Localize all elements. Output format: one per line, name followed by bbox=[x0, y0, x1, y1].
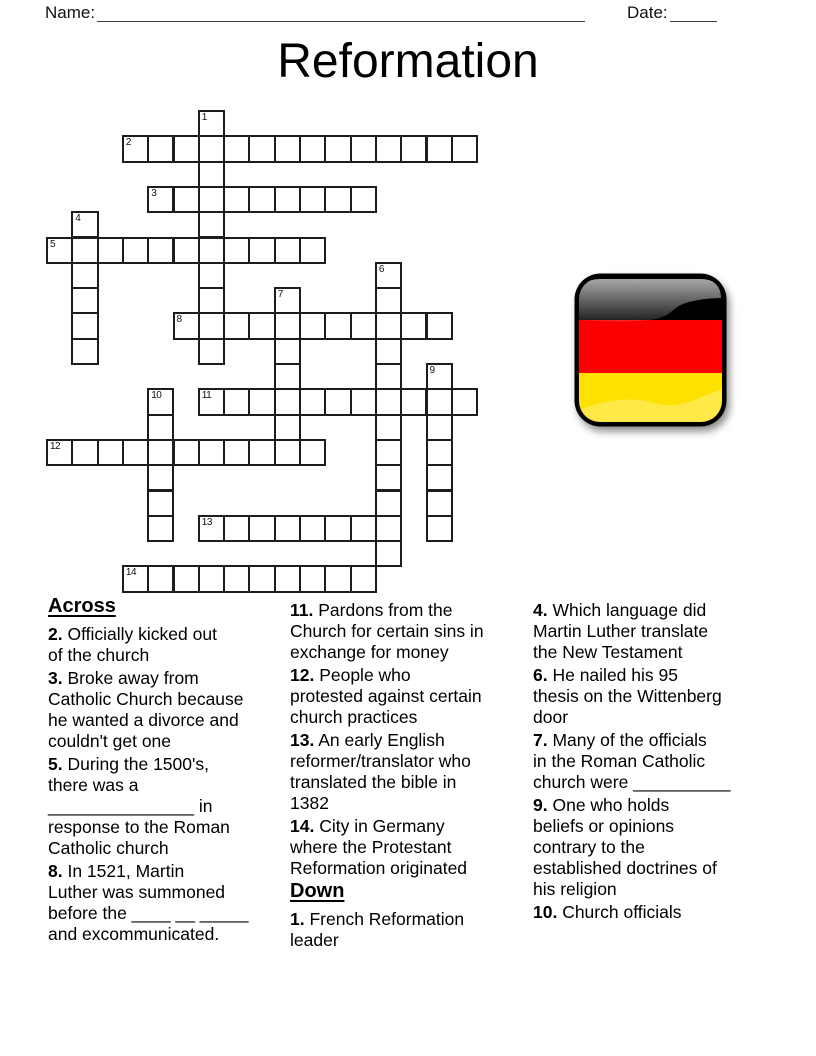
grid-cell[interactable] bbox=[274, 565, 301, 592]
grid-cell[interactable] bbox=[122, 135, 149, 162]
grid-cell[interactable] bbox=[274, 287, 301, 314]
grid-cell[interactable] bbox=[426, 312, 453, 339]
grid-cell[interactable] bbox=[375, 363, 402, 390]
clue-9: 9. One who holds beliefs or opinions contrary to the established doctrines of his religion bbox=[533, 795, 717, 899]
clue-number-label: 4. bbox=[533, 600, 548, 620]
clue-3: 3. Broke away from Catholic Church because he wanted a divorce and couldn't get one bbox=[48, 668, 244, 751]
grid-cell[interactable] bbox=[223, 312, 250, 339]
grid-cell[interactable] bbox=[198, 186, 225, 213]
grid-cell[interactable] bbox=[426, 388, 453, 415]
grid-cell-number-13: 13 bbox=[201, 516, 212, 528]
clue-11: 11. Pardons from the Church for certain sins in exchange for money bbox=[290, 600, 484, 662]
grid-cell[interactable] bbox=[198, 338, 225, 365]
grid-cell[interactable] bbox=[451, 388, 478, 415]
clue-number-label: 1. bbox=[290, 909, 305, 929]
clue-7: 7. Many of the officials in the Roman Catholic church were __________ bbox=[533, 730, 731, 792]
grid-cell[interactable] bbox=[426, 439, 453, 466]
grid-cell-number-4: 4 bbox=[75, 213, 81, 225]
grid-cell-number-3: 3 bbox=[151, 187, 157, 199]
clue-1: 1. French Reformation leader bbox=[290, 909, 465, 950]
grid-cell[interactable] bbox=[198, 439, 225, 466]
clues-column-middle bbox=[290, 600, 533, 953]
grid-cell[interactable] bbox=[324, 135, 351, 162]
grid-cell[interactable] bbox=[274, 363, 301, 390]
date-fill-line[interactable] bbox=[670, 5, 717, 22]
clue-number-label: 9. bbox=[533, 795, 548, 815]
grid-cell[interactable] bbox=[71, 338, 98, 365]
grid-cell[interactable] bbox=[223, 565, 250, 592]
grid-cell[interactable] bbox=[71, 287, 98, 314]
grid-cell[interactable] bbox=[223, 237, 250, 264]
grid-cell[interactable] bbox=[147, 515, 174, 542]
clues-heading-across: Across bbox=[48, 595, 116, 617]
clue-6: 6. He nailed his 95 thesis on the Wittenberg door bbox=[533, 665, 722, 727]
grid-cell[interactable] bbox=[274, 439, 301, 466]
grid-cell[interactable] bbox=[299, 135, 326, 162]
clue-number-label: 3. bbox=[48, 668, 63, 688]
grid-cell[interactable] bbox=[198, 135, 225, 162]
grid-cell[interactable] bbox=[198, 388, 225, 415]
date-label: Date: bbox=[627, 3, 668, 22]
grid-cell[interactable] bbox=[324, 312, 351, 339]
grid-cell[interactable] bbox=[375, 388, 402, 415]
grid-cell[interactable] bbox=[350, 565, 377, 592]
grid-cell[interactable] bbox=[274, 135, 301, 162]
clue-number-label: 8. bbox=[48, 861, 63, 881]
grid-cell[interactable] bbox=[122, 439, 149, 466]
grid-cell[interactable] bbox=[375, 439, 402, 466]
grid-cell[interactable] bbox=[426, 414, 453, 441]
grid-cell[interactable] bbox=[147, 439, 174, 466]
grid-cell[interactable] bbox=[248, 515, 275, 542]
grid-cell[interactable] bbox=[198, 515, 225, 542]
grid-cell[interactable] bbox=[223, 439, 250, 466]
grid-cell[interactable] bbox=[198, 262, 225, 289]
grid-cell[interactable] bbox=[223, 186, 250, 213]
clue-number-label: 12. bbox=[290, 665, 315, 685]
grid-cell[interactable] bbox=[375, 515, 402, 542]
clues-column-right bbox=[533, 600, 765, 925]
grid-cell[interactable] bbox=[223, 135, 250, 162]
clue-14: 14. City in Germany where the Protestant Reformation originated bbox=[290, 816, 468, 878]
grid-cell[interactable] bbox=[400, 135, 427, 162]
grid-cell[interactable] bbox=[248, 388, 275, 415]
grid-cell-number-9: 9 bbox=[429, 365, 435, 376]
grid-cell[interactable] bbox=[324, 388, 351, 415]
grid-cell[interactable] bbox=[375, 464, 402, 491]
grid-cell[interactable] bbox=[375, 287, 402, 314]
grid-cell[interactable] bbox=[451, 135, 478, 162]
grid-cell[interactable] bbox=[147, 388, 174, 415]
grid-cell[interactable] bbox=[375, 262, 402, 289]
grid-cell[interactable] bbox=[173, 312, 200, 339]
grid-cell[interactable] bbox=[274, 515, 301, 542]
grid-cell-number-12: 12 bbox=[50, 440, 61, 452]
clue-number-label: 5. bbox=[48, 754, 63, 774]
grid-cell[interactable] bbox=[223, 388, 250, 415]
grid-cell[interactable] bbox=[400, 312, 427, 339]
grid-cell[interactable] bbox=[299, 237, 326, 264]
clue-number-label: 7. bbox=[533, 730, 548, 750]
grid-cell[interactable] bbox=[122, 237, 149, 264]
clue-number-label: 13. bbox=[290, 730, 315, 750]
grid-cell[interactable] bbox=[248, 312, 275, 339]
grid-cell[interactable] bbox=[350, 186, 377, 213]
page-title: Reformation bbox=[277, 35, 539, 88]
grid-cell[interactable] bbox=[97, 439, 124, 466]
clue-number-label: 6. bbox=[533, 665, 548, 685]
german-flag-icon bbox=[574, 273, 727, 427]
flag-red-stripe bbox=[579, 320, 722, 373]
grid-cell[interactable] bbox=[274, 237, 301, 264]
grid-cell[interactable] bbox=[248, 135, 275, 162]
grid-cell[interactable] bbox=[274, 338, 301, 365]
grid-cell[interactable] bbox=[248, 237, 275, 264]
grid-cell[interactable] bbox=[71, 262, 98, 289]
grid-cell[interactable] bbox=[173, 565, 200, 592]
clue-8: 8. In 1521, Martin Luther was summoned before the ____ __ _____ and excommunicated. bbox=[48, 861, 249, 944]
clues-column-left bbox=[48, 596, 290, 947]
grid-cell[interactable] bbox=[375, 338, 402, 365]
grid-cell-number-6: 6 bbox=[378, 263, 384, 275]
grid-cell[interactable] bbox=[426, 490, 453, 517]
grid-cell[interactable] bbox=[147, 414, 174, 441]
grid-cell[interactable] bbox=[299, 565, 326, 592]
grid-cell-number-5: 5 bbox=[50, 238, 56, 250]
grid-cell-number-7: 7 bbox=[277, 289, 283, 301]
grid-cell[interactable] bbox=[198, 287, 225, 314]
grid-cell[interactable] bbox=[198, 161, 225, 188]
grid-cell[interactable] bbox=[198, 312, 225, 339]
grid-cell[interactable] bbox=[147, 490, 174, 517]
clue-number-label: 2. bbox=[48, 624, 63, 644]
clue-13: 13. An early English reformer/translator who translated the bible in 1382 bbox=[290, 730, 471, 813]
grid-cell[interactable] bbox=[223, 515, 250, 542]
grid-cell[interactable] bbox=[274, 414, 301, 441]
grid-cell[interactable] bbox=[400, 388, 427, 415]
clue-12: 12. People who protested against certain church practices bbox=[290, 665, 482, 727]
grid-cell[interactable] bbox=[198, 110, 225, 137]
clue-number-label: 14. bbox=[290, 816, 315, 836]
grid-cell[interactable] bbox=[350, 515, 377, 542]
grid-cell[interactable] bbox=[299, 515, 326, 542]
name-fill-line[interactable] bbox=[97, 5, 585, 22]
grid-cell[interactable] bbox=[173, 439, 200, 466]
grid-cell[interactable] bbox=[299, 186, 326, 213]
grid-cell[interactable] bbox=[299, 388, 326, 415]
grid-cell[interactable] bbox=[147, 237, 174, 264]
grid-cell[interactable] bbox=[71, 237, 98, 264]
clue-number-label: 10. bbox=[533, 902, 558, 922]
grid-cell-number-2: 2 bbox=[125, 137, 131, 149]
clue-5: 5. During the 1500's, there was a _______________ in response to the Roman Catholic church bbox=[48, 754, 230, 858]
grid-cell-number-11: 11 bbox=[201, 390, 212, 402]
grid-cell[interactable] bbox=[375, 312, 402, 339]
grid-cell-number-14: 14 bbox=[125, 567, 137, 579]
grid-cell[interactable] bbox=[426, 363, 453, 390]
grid-cell[interactable] bbox=[198, 565, 225, 592]
german-flag-image bbox=[574, 273, 727, 427]
grid-cell[interactable] bbox=[324, 186, 351, 213]
grid-cell[interactable] bbox=[350, 388, 377, 415]
grid-cell[interactable] bbox=[71, 439, 98, 466]
name-label: Name: bbox=[45, 3, 96, 22]
grid-cell[interactable] bbox=[248, 439, 275, 466]
grid-cell-number-8: 8 bbox=[176, 314, 182, 326]
grid-cell[interactable] bbox=[198, 237, 225, 264]
grid-cell[interactable] bbox=[173, 237, 200, 264]
grid-cell[interactable] bbox=[97, 237, 124, 264]
clue-4: 4. Which language did Martin Luther translate the New Testament bbox=[533, 600, 709, 662]
grid-cell[interactable] bbox=[147, 135, 174, 162]
grid-cell[interactable] bbox=[274, 312, 301, 339]
grid-cell[interactable] bbox=[248, 186, 275, 213]
grid-cell[interactable] bbox=[350, 312, 377, 339]
grid-cell[interactable] bbox=[324, 565, 351, 592]
clue-2: 2. Officially kicked out of the church bbox=[48, 624, 217, 665]
grid-cell[interactable] bbox=[375, 540, 402, 567]
grid-cell[interactable] bbox=[147, 186, 174, 213]
grid-cell[interactable] bbox=[375, 135, 402, 162]
clue-number-label: 11. bbox=[290, 600, 314, 620]
grid-cell[interactable] bbox=[274, 186, 301, 213]
grid-cell[interactable] bbox=[426, 515, 453, 542]
grid-cell[interactable] bbox=[324, 515, 351, 542]
grid-cell[interactable] bbox=[173, 135, 200, 162]
grid-cell[interactable] bbox=[248, 565, 275, 592]
grid-cell[interactable] bbox=[375, 414, 402, 441]
grid-cell-number-1: 1 bbox=[201, 112, 207, 123]
grid-cell[interactable] bbox=[375, 490, 402, 517]
grid-cell[interactable] bbox=[299, 439, 326, 466]
grid-cell[interactable] bbox=[122, 565, 149, 592]
grid-cell[interactable] bbox=[46, 237, 73, 264]
grid-cell[interactable] bbox=[71, 312, 98, 339]
grid-cell[interactable] bbox=[71, 211, 98, 238]
grid-cell[interactable] bbox=[147, 565, 174, 592]
grid-cell-number-10: 10 bbox=[151, 390, 162, 402]
grid-cell[interactable] bbox=[274, 388, 301, 415]
grid-cell[interactable] bbox=[147, 464, 174, 491]
clues-heading-down: Down bbox=[290, 880, 345, 902]
grid-cell[interactable] bbox=[198, 211, 225, 238]
grid-cell[interactable] bbox=[350, 135, 377, 162]
clue-10: 10. Church officials bbox=[533, 902, 682, 922]
grid-cell[interactable] bbox=[426, 464, 453, 491]
grid-cell[interactable] bbox=[299, 312, 326, 339]
grid-cell[interactable] bbox=[173, 186, 200, 213]
grid-cell[interactable] bbox=[46, 439, 73, 466]
grid-cell[interactable] bbox=[426, 135, 453, 162]
